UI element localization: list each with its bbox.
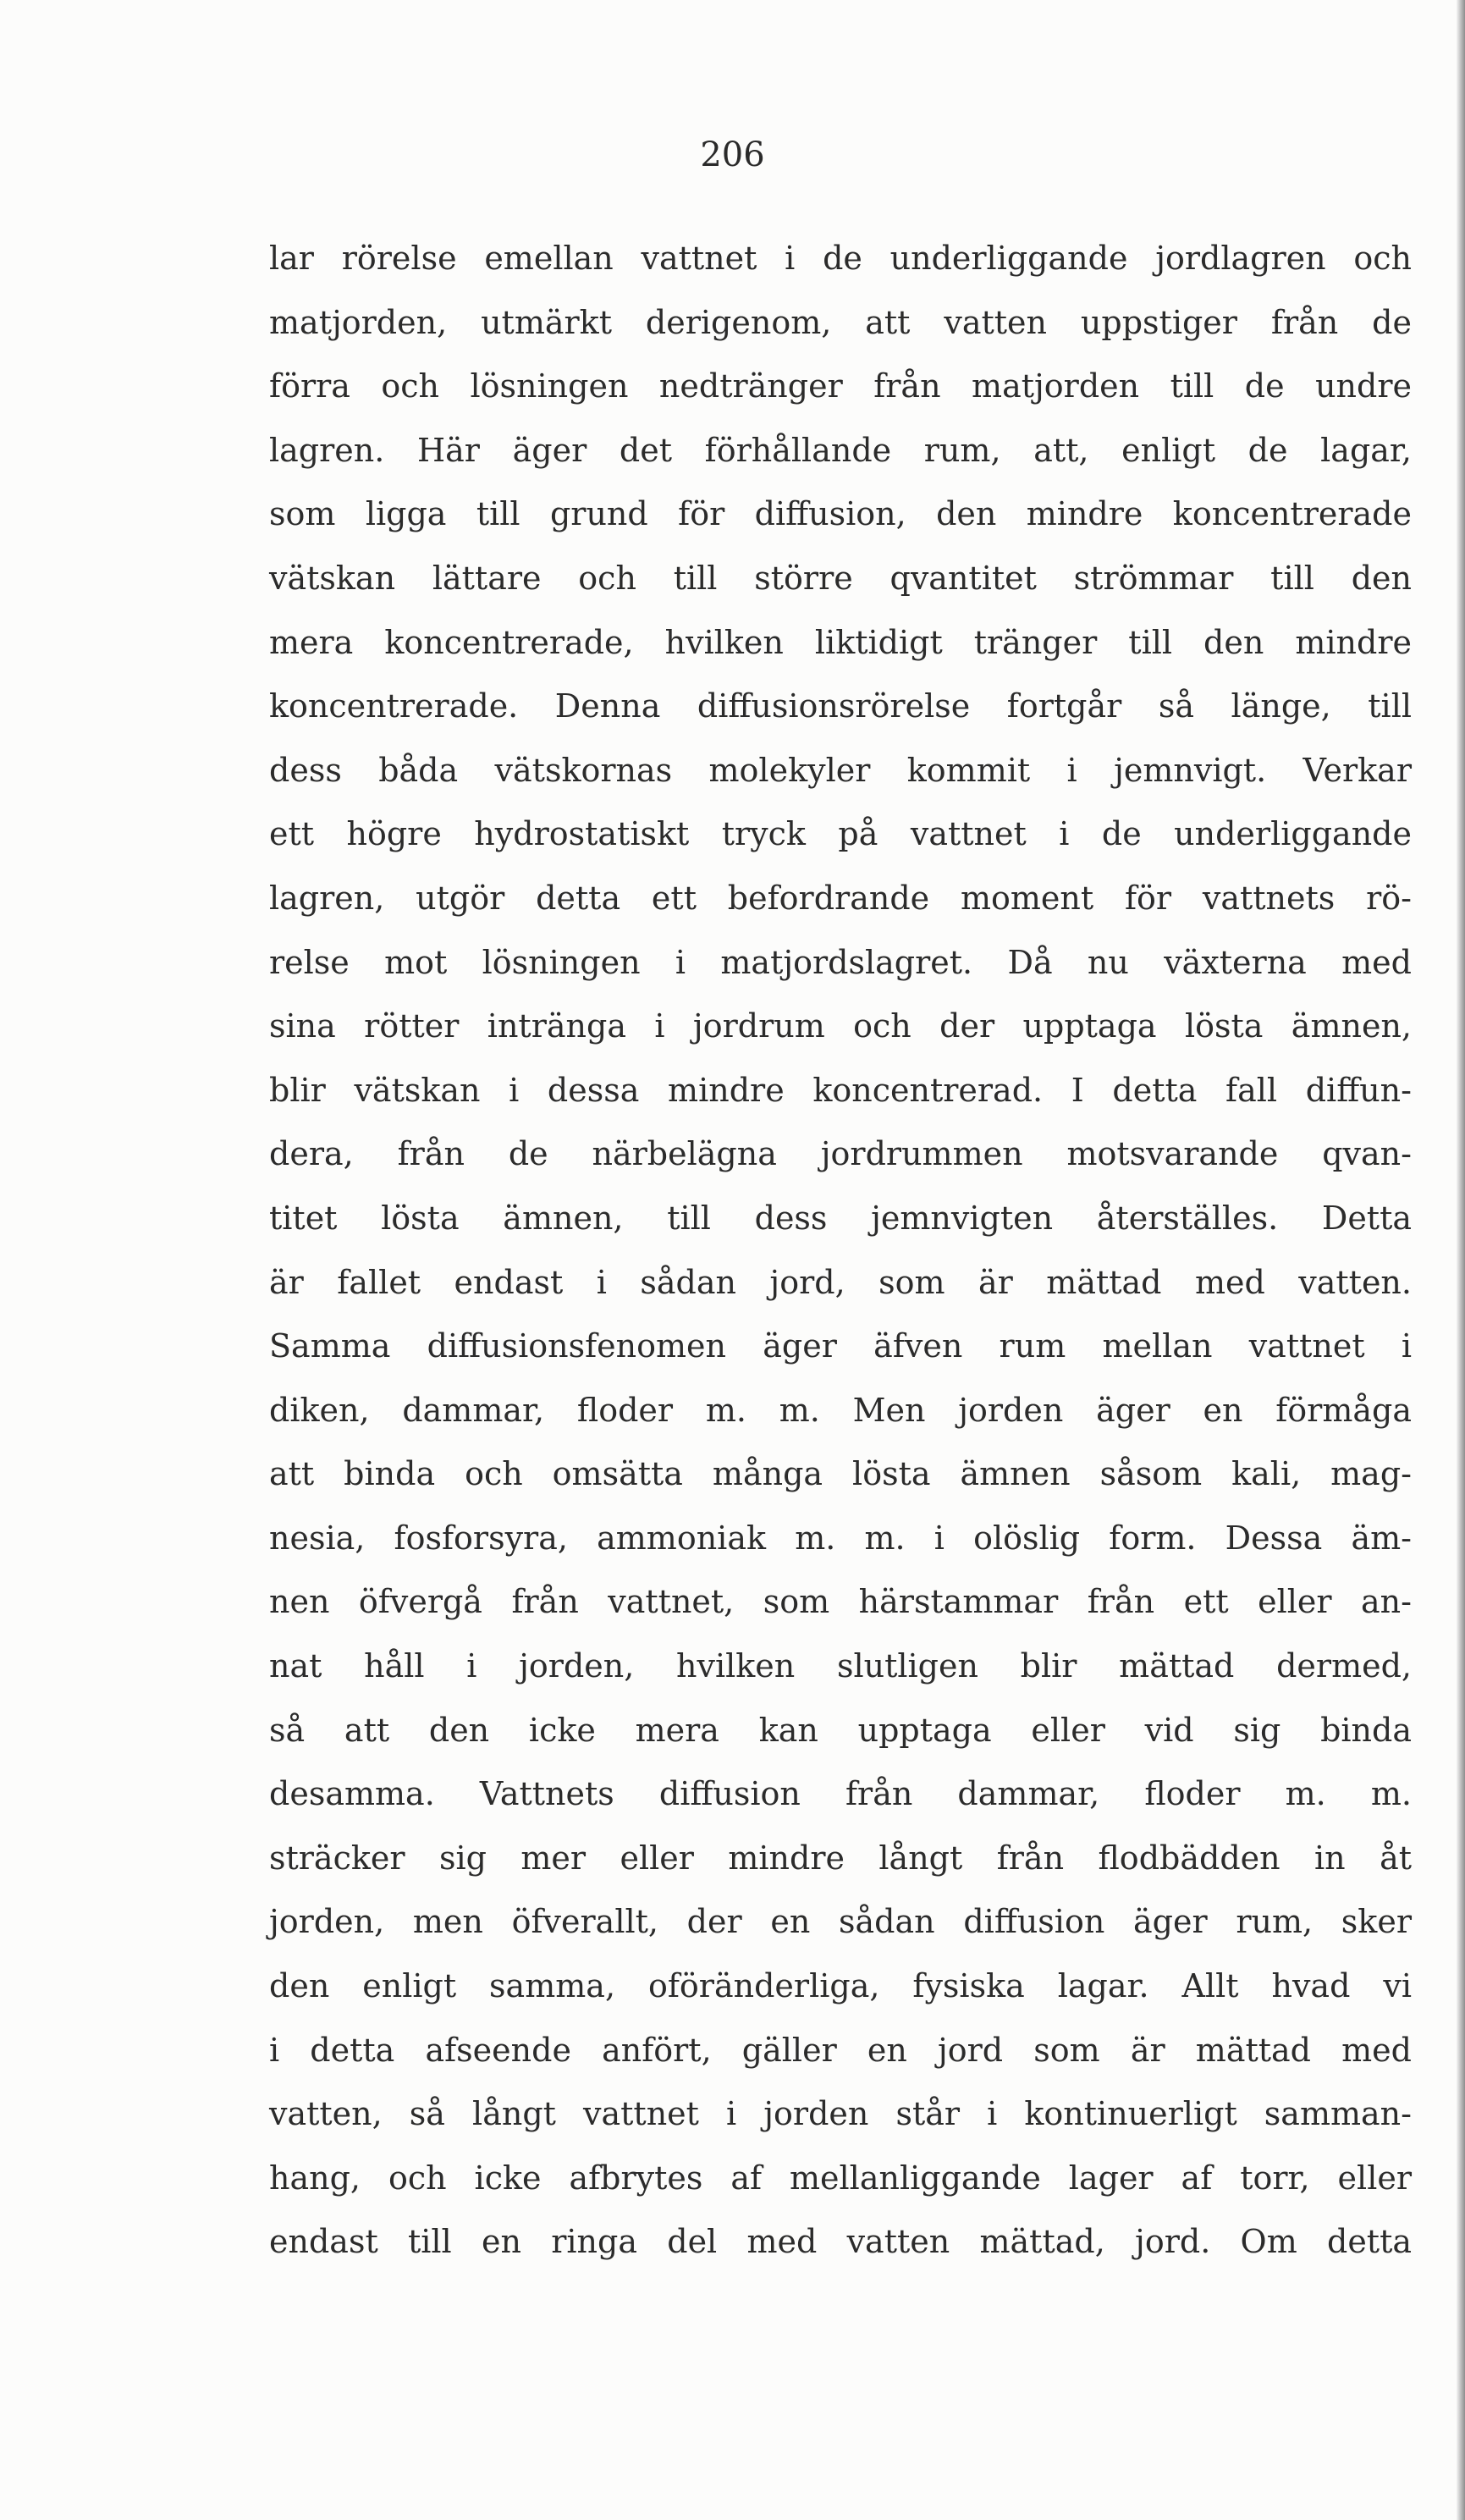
text-line: förra och lösningen nedtränger från matjorden till de undre	[269, 367, 1412, 405]
text-line: lagren. Här äger det förhållande rum, att, enligt de lagar,	[269, 431, 1412, 469]
text-line: koncentrerade. Denna diffusionsrörelse fortgår så länge, till	[269, 687, 1412, 725]
page-number: 206	[700, 135, 765, 174]
text-line: titet lösta ämnen, till dess jemnvigten återställes. Detta	[269, 1199, 1412, 1237]
text-line: sträcker sig mer eller mindre långt från flodbädden in åt	[269, 1839, 1412, 1877]
text-line: vatten, så långt vattnet i jorden står i kontinuerligt samman-	[269, 2095, 1412, 2133]
text-line: ett högre hydrostatiskt tryck på vattnet i de underliggande	[269, 815, 1412, 853]
text-line: i detta afseende anfört, gäller en jord som är mättad med	[269, 2031, 1412, 2069]
text-line: mera koncentrerade, hvilken liktidigt tränger till den mindre	[269, 623, 1412, 661]
text-line: endast till en ringa del med vatten mättad, jord. Om detta	[269, 2223, 1412, 2261]
text-line: nat håll i jorden, hvilken slutligen blir mättad dermed,	[269, 1647, 1412, 1685]
text-line: Samma diffusionsfenomen äger äfven rum mellan vattnet i	[269, 1327, 1412, 1365]
text-line: lar rörelse emellan vattnet i de underliggande jordlagren och	[269, 240, 1412, 277]
text-line: nen öfvergå från vattnet, som härstammar från ett eller an-	[269, 1583, 1412, 1621]
text-line: sina rötter intränga i jordrum och der upptaga lösta ämnen,	[269, 1007, 1412, 1045]
text-line: som ligga till grund för diffusion, den mindre koncentrerade	[269, 495, 1412, 533]
text-line: desamma. Vattnets diffusion från dammar, floder m. m.	[269, 1775, 1412, 1813]
text-line: jorden, men öfverallt, der en sådan diffusion äger rum, sker	[269, 1903, 1412, 1941]
text-line: hang, och icke afbrytes af mellanliggande lager af torr, eller	[269, 2159, 1412, 2197]
text-line: relse mot lösningen i matjordslagret. Då nu växterna med	[269, 943, 1412, 981]
body-text	[269, 227, 1412, 2275]
text-line: blir vätskan i dessa mindre koncentrerad. I detta fall diffun-	[269, 1071, 1412, 1109]
text-line: lagren, utgör detta ett befordrande moment för vattnets rö-	[269, 879, 1412, 917]
text-line: den enligt samma, oföränderliga, fysiska lagar. Allt hvad vi	[269, 1967, 1412, 2005]
page-edge-shadow	[1457, 0, 1465, 2520]
text-line: så att den icke mera kan upptaga eller vid sig binda	[269, 1711, 1412, 1749]
text-line: dess båda vätskornas molekyler kommit i jemnvigt. Verkar	[269, 751, 1412, 789]
text-line: matjorden, utmärkt derigenom, att vatten uppstiger från de	[269, 303, 1412, 341]
text-line: dera, från de närbelägna jordrummen motsvarande qvan-	[269, 1135, 1412, 1173]
text-line: att binda och omsätta många lösta ämnen såsom kali, mag-	[269, 1455, 1412, 1493]
text-line: nesia, fosforsyra, ammoniak m. m. i olöslig form. Dessa äm-	[269, 1519, 1412, 1557]
text-line: vätskan lättare och till större qvantitet strömmar till den	[269, 559, 1412, 597]
text-line: är fallet endast i sådan jord, som är mättad med vatten.	[269, 1263, 1412, 1301]
text-line: diken, dammar, floder m. m. Men jorden äger en förmåga	[269, 1391, 1412, 1429]
